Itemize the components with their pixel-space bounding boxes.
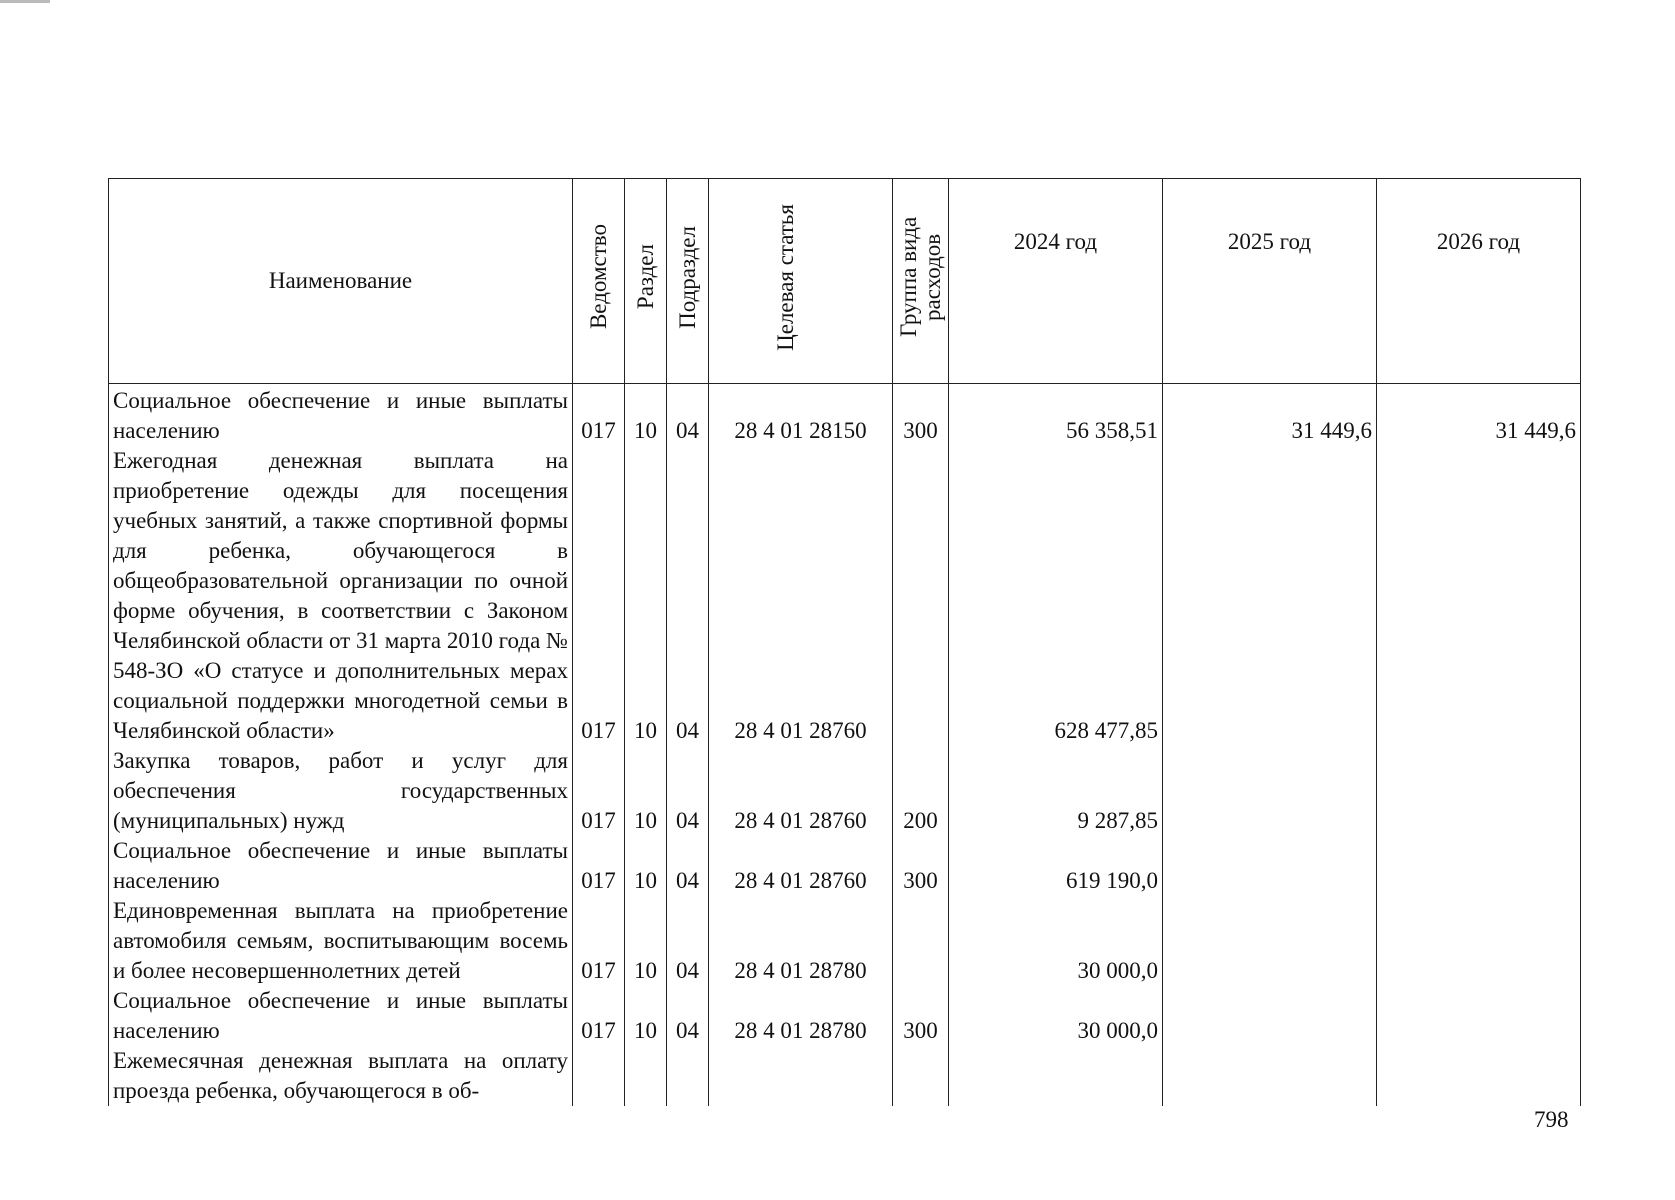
table-row	[109, 896, 1581, 986]
row-ved	[573, 1046, 625, 1106]
table-row	[109, 986, 1581, 1046]
row-2026	[1377, 1046, 1581, 1106]
header-name: Наименование	[109, 179, 573, 384]
row-2024: 56 358,51	[949, 384, 1163, 447]
row-cs: 28 4 01 28760	[709, 836, 893, 896]
header-vedomstvo: Ведомство	[585, 224, 611, 330]
header-2025: 2025 год	[1163, 179, 1377, 384]
row-razd: 10	[625, 446, 667, 746]
table-row	[109, 836, 1581, 896]
row-2025	[1163, 746, 1377, 836]
header-gruppa-vida-rashodov: Группа вида расходов	[896, 216, 945, 338]
row-cs: 28 4 01 28780	[709, 896, 893, 986]
row-razd: 10	[625, 836, 667, 896]
row-name: Социальное обеспечение и иные выплаты населению	[109, 836, 573, 896]
row-2026	[1377, 746, 1581, 836]
row-vr	[893, 896, 949, 986]
row-podr: 04	[667, 986, 709, 1046]
row-razd: 10	[625, 896, 667, 986]
row-ved: 017	[573, 446, 625, 746]
table-row	[109, 1046, 1581, 1106]
header-2024: 2024 год	[949, 179, 1163, 384]
row-cs: 28 4 01 28760	[709, 746, 893, 836]
table-row	[109, 746, 1581, 836]
row-podr: 04	[667, 746, 709, 836]
row-2024: 30 000,0	[949, 986, 1163, 1046]
row-name: Социальное обеспечение и иные выплаты населению	[109, 384, 573, 447]
table-header-row	[109, 179, 1581, 384]
row-2024: 628 477,85	[949, 446, 1163, 746]
row-cs: 28 4 01 28150	[709, 384, 893, 447]
row-2024	[949, 1046, 1163, 1106]
header-razdel: Раздел	[632, 244, 658, 310]
row-cs: 28 4 01 28760	[709, 446, 893, 746]
scan-artifact	[0, 0, 50, 3]
row-podr: 04	[667, 896, 709, 986]
row-2024: 30 000,0	[949, 896, 1163, 986]
row-vr: 300	[893, 986, 949, 1046]
row-name: Ежегодная денежная выплата на приобретение одежды для посещения учебных занятий, а также спортивной формы для ребенка, обучающегося в общеобразовательной организации по очной форме обучения, в соответствии с Законом Челябинской области от 31 марта 2010 года № 548-ЗО «О статусе и дополнительных мерах социальной поддержки многодетной семьи в Челябинской области»	[109, 446, 573, 746]
row-2025	[1163, 986, 1377, 1046]
row-2025	[1163, 1046, 1377, 1106]
header-celevaya-statya: Целевая статья	[772, 203, 798, 351]
row-2026	[1377, 446, 1581, 746]
row-2025	[1163, 836, 1377, 896]
table-row	[109, 384, 1581, 447]
row-podr: 04	[667, 446, 709, 746]
row-cs	[709, 1046, 893, 1106]
row-cs: 28 4 01 28780	[709, 986, 893, 1046]
row-podr: 04	[667, 384, 709, 447]
row-2025	[1163, 446, 1377, 746]
row-podr: 04	[667, 836, 709, 896]
budget-table	[108, 178, 1581, 1106]
row-vr: 200	[893, 746, 949, 836]
header-podrazdel: Подраздел	[674, 225, 700, 329]
row-2026: 31 449,6	[1377, 384, 1581, 447]
row-ved: 017	[573, 896, 625, 986]
row-razd: 10	[625, 986, 667, 1046]
row-vr	[893, 1046, 949, 1106]
row-ved: 017	[573, 384, 625, 447]
row-2026	[1377, 896, 1581, 986]
row-razd: 10	[625, 384, 667, 447]
row-2024: 619 190,0	[949, 836, 1163, 896]
row-2026	[1377, 986, 1581, 1046]
row-name: Ежемесячная денежная выплата на оплату проезда ребенка, обучающегося в об-	[109, 1046, 573, 1106]
row-ved: 017	[573, 986, 625, 1046]
row-vr	[893, 446, 949, 746]
row-2025: 31 449,6	[1163, 384, 1377, 447]
row-2026	[1377, 836, 1581, 896]
table-row	[109, 446, 1581, 746]
page-number: 798	[1534, 1107, 1569, 1132]
row-2024: 9 287,85	[949, 746, 1163, 836]
row-razd: 10	[625, 746, 667, 836]
row-2025	[1163, 896, 1377, 986]
row-vr: 300	[893, 384, 949, 447]
row-ved: 017	[573, 836, 625, 896]
row-name: Социальное обеспечение и иные выплаты населению	[109, 986, 573, 1046]
row-name: Единовременная выплата на приобретение автомобиля семьям, воспитывающим восемь и более несовершеннолетних детей	[109, 896, 573, 986]
row-ved: 017	[573, 746, 625, 836]
header-2026: 2026 год	[1377, 179, 1581, 384]
row-podr	[667, 1046, 709, 1106]
row-vr: 300	[893, 836, 949, 896]
row-name: Закупка товаров, работ и услуг для обеспечения государственных (муниципальных) нужд	[109, 746, 573, 836]
row-razd	[625, 1046, 667, 1106]
